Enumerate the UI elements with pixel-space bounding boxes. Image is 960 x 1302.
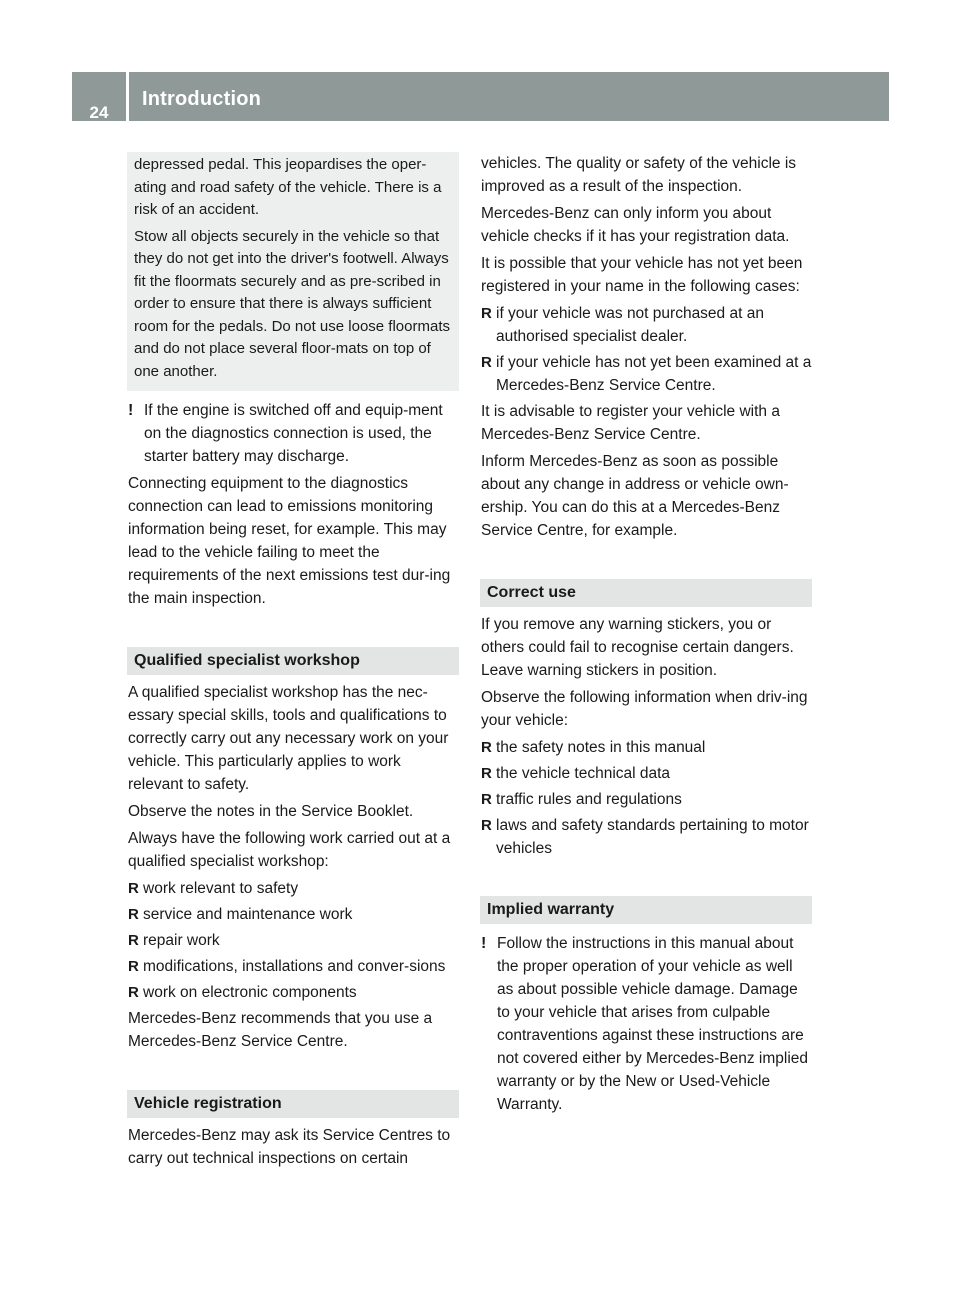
exclamation-icon: ! bbox=[128, 402, 134, 419]
registration-paragraph: Inform Mercedes-Benz as soon as possible about any change in address or vehicle own-ership. You can do this at a Mercedes-Benz Service Centre, for example. bbox=[481, 453, 789, 539]
notice bbox=[128, 399, 459, 468]
registration-paragraph: It is advisable to register your vehicle with a Mercedes-Benz Service Centre. bbox=[481, 403, 780, 443]
workshop-paragraph: Always have the following work carried out at a qualified specialist workshop: bbox=[128, 830, 451, 870]
list-item: R the safety notes in this manual bbox=[481, 736, 812, 759]
registration-paragraph: Mercedes-Benz can only inform you about vehicle checks if it has your registration data. bbox=[481, 205, 790, 245]
list-item: R if your vehicle was not purchased at an authorised specialist dealer. bbox=[481, 302, 812, 348]
list-item: R laws and safety standards pertaining to motor vehicles bbox=[481, 814, 812, 860]
list-item: R modifications, installations and conver-sions bbox=[128, 955, 459, 978]
heading-correct-use: Correct use bbox=[480, 579, 812, 607]
header-divider bbox=[126, 72, 129, 121]
workshop-paragraph: Observe the notes in the Service Booklet. bbox=[128, 803, 414, 820]
bullet-icon: R bbox=[128, 906, 139, 923]
bullet-icon: R bbox=[481, 817, 492, 834]
bullet-icon: R bbox=[481, 354, 492, 371]
bullet-icon: R bbox=[128, 958, 139, 975]
page-number: 24 bbox=[89, 103, 109, 122]
right-column bbox=[481, 152, 812, 1120]
list-item: R the vehicle technical data bbox=[481, 762, 812, 785]
warning-paragraph: Stow all objects securely in the vehicle so that they do not get into the driver's footwell. Always fit the floormats securely and as pre-scribed in order to ensure that there is always sufficient room for the pedals. Do not use loose floormats and do not place several floor-mats on top of one another. bbox=[134, 227, 450, 380]
bullet-icon: R bbox=[128, 984, 139, 1001]
warning-paragraph: depressed pedal. This jeopardises the oper-ating and road safety of the vehicle. There is a risk of an accident. bbox=[134, 156, 442, 218]
list-item: R service and maintenance work bbox=[128, 903, 459, 926]
diagnostics-paragraph: Connecting equipment to the diagnostics connection can lead to emissions monitoring information being reset, for example. This may lead to the vehicle failing to meet the requirements of the next emissions test dur-ing the main inspection. bbox=[128, 475, 451, 607]
list-item: R traffic rules and regulations bbox=[481, 788, 812, 811]
bullet-icon: R bbox=[481, 765, 492, 782]
registration-paragraph: It is possible that your vehicle has not yet been registered in your name in the following cases: bbox=[481, 255, 803, 295]
registration-paragraph: Mercedes-Benz may ask its Service Centres to carry out technical inspections on certain bbox=[128, 1127, 451, 1167]
list-item: R work relevant to safety bbox=[128, 877, 459, 900]
notice-text: Follow the instructions in this manual about the proper operation of your vehicle as well as about possible vehicle damage. Damage to your vehicle that arises from culpable contraventions against these instructions are not covered either by Mercedes-Benz implied warranty or by the New or Used-Vehicle Warranty. bbox=[497, 935, 809, 1113]
bullet-icon: R bbox=[481, 305, 492, 322]
registration-paragraph: vehicles. The quality or safety of the vehicle is improved as a result of the inspection. bbox=[481, 155, 797, 195]
workshop-paragraph: Mercedes-Benz recommends that you use a Mercedes-Benz Service Centre. bbox=[128, 1010, 433, 1050]
correct-use-paragraph: If you remove any warning stickers, you or others could fail to recognise certain dangers. Leave warning stickers in position. bbox=[481, 616, 794, 679]
heading-vehicle-registration: Vehicle registration bbox=[127, 1090, 459, 1118]
list-item: R work on electronic components bbox=[128, 981, 459, 1004]
left-column bbox=[128, 152, 459, 1174]
heading-implied-warranty: Implied warranty bbox=[480, 896, 812, 924]
correct-use-paragraph: Observe the following information when driv-ing your vehicle: bbox=[481, 689, 808, 729]
warning-box bbox=[127, 152, 459, 391]
workshop-paragraph: A qualified specialist workshop has the nec-essary special skills, tools and qualifications to correctly carry out any necessary work on your vehicle. This particularly applies to work relevant to safety. bbox=[128, 684, 449, 793]
bullet-icon: R bbox=[128, 932, 139, 949]
bullet-icon: R bbox=[128, 880, 139, 897]
bullet-icon: R bbox=[481, 739, 492, 756]
list-item: R if your vehicle has not yet been examined at a Mercedes-Benz Service Centre. bbox=[481, 351, 812, 397]
bullet-icon: R bbox=[481, 791, 492, 808]
exclamation-icon: ! bbox=[481, 935, 487, 952]
list-item: R repair work bbox=[128, 929, 459, 952]
notice bbox=[481, 932, 812, 1116]
notice-text: If the engine is switched off and equip-ment on the diagnostics connection is used, the starter battery may discharge. bbox=[144, 402, 443, 465]
heading-qualified-workshop: Qualified specialist workshop bbox=[127, 647, 459, 675]
section-title: Introduction bbox=[142, 88, 262, 110]
